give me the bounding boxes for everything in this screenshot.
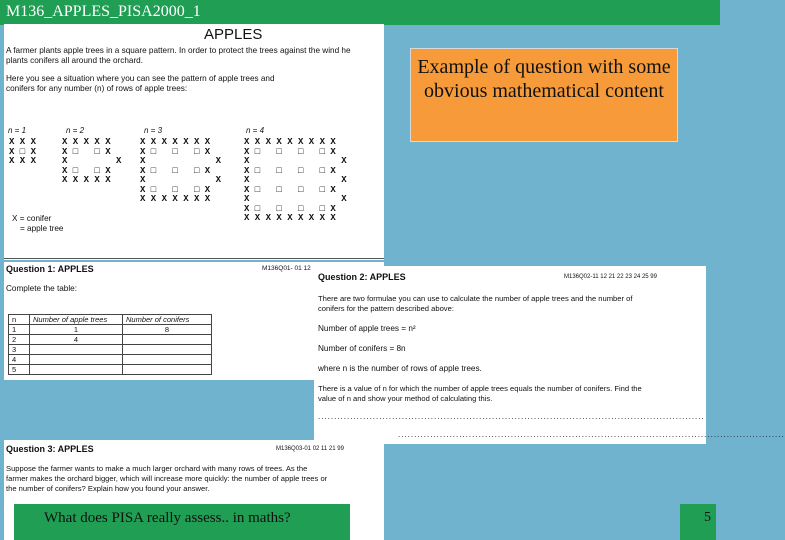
q1-instruction: Complete the table:	[6, 284, 78, 293]
q2-heading: Question 2: APPLES	[318, 272, 406, 282]
table-row	[9, 365, 212, 375]
q2-line-5: value of n and show your method of calculating this.	[318, 394, 493, 403]
q1-code: M136Q01- 01 12	[262, 265, 311, 272]
pattern-n1: X X X X □ X X X X	[9, 137, 37, 166]
cell-n: 1	[9, 325, 30, 335]
footer-text: What does PISA really assess.. in maths?	[44, 510, 291, 526]
q3-line-1: Suppose the farmer wants to make a much larger orchard with many rows of trees. As the	[6, 464, 308, 473]
cell-apple	[30, 345, 123, 355]
n-label-2: n = 2	[66, 126, 85, 135]
col-apple: Number of apple trees	[30, 315, 123, 325]
cell-conifer: 8	[123, 325, 212, 335]
cell-conifer	[123, 335, 212, 345]
cell-conifer	[123, 365, 212, 375]
answer-line-2: ........................................................................................................................	[398, 430, 785, 439]
q1-table	[8, 314, 212, 375]
legend-conifer: X = conifer	[12, 214, 52, 223]
q2-code: M136Q02-11 12 21 22 23 24 25 99	[564, 274, 657, 280]
table-row	[9, 335, 212, 345]
q3-heading: Question 3: APPLES	[6, 444, 94, 454]
intro-line-1: A farmer plants apple trees in a square pattern. In order to protect the trees against the wind he	[6, 46, 351, 55]
cell-n: 2	[9, 335, 30, 345]
cell-conifer	[123, 355, 212, 365]
cell-apple	[30, 365, 123, 375]
q2-formula-2: Number of conifers = 8n	[318, 344, 406, 353]
page-number-box	[680, 504, 716, 540]
callout-box: Example of question with some obvious mathematical content	[410, 48, 678, 142]
pattern-n2: X X X X X X □ □ X X X X □ □ X X X X X X	[62, 137, 122, 185]
n-label-4: n = 4	[246, 126, 265, 135]
cell-apple: 1	[30, 325, 123, 335]
intro-line-3: Here you see a situation where you can see the pattern of apple trees and	[6, 74, 275, 83]
table-row	[9, 355, 212, 365]
q2-formula-1: Number of apple trees = n²	[318, 324, 416, 333]
apples-heading: APPLES	[204, 26, 263, 43]
n-label-1: n = 1	[8, 126, 27, 135]
q2-line-2: conifers for the pattern described above:	[318, 304, 454, 313]
col-conifer: Number of conifers	[123, 315, 212, 325]
divider	[4, 258, 384, 259]
q2-line-3: where n is the number of rows of apple trees.	[318, 364, 482, 373]
q3-line-2: farmer makes the orchard bigger, which will increase more quickly: the number of apple trees or	[6, 474, 328, 483]
cell-apple: 4	[30, 335, 123, 345]
cell-conifer	[123, 345, 212, 355]
cell-n: 3	[9, 345, 30, 355]
question-2-panel	[314, 266, 785, 444]
cell-n: 5	[9, 365, 30, 375]
legend-apple: = apple tree	[20, 224, 64, 233]
apples-intro-panel	[4, 24, 384, 260]
q2-line-1: There are two formulae you can use to calculate the number of apple trees and the number of	[318, 294, 633, 303]
q3-line-3: the number of conifers? Explain how you found your answer.	[6, 484, 210, 493]
q1-heading: Question 1: APPLES	[6, 264, 94, 274]
cell-apple	[30, 355, 123, 365]
intro-line-2: plants conifers all around the orchard.	[6, 56, 143, 65]
q3-code: M136Q03-01 02 11 21 99	[276, 446, 344, 452]
cell-n: 4	[9, 355, 30, 365]
answer-line-1: ........................................................................................................................	[318, 412, 705, 421]
page-number: 5	[704, 510, 711, 525]
n-label-3: n = 3	[144, 126, 163, 135]
table-row	[9, 345, 212, 355]
q2-line-4: There is a value of n for which the number of apple trees equals the number of conifers. Find the	[318, 384, 642, 393]
intro-line-4: conifers for any number (n) of rows of apple trees:	[6, 84, 188, 93]
table-row	[9, 325, 212, 335]
slide-title: M136_APPLES_PISA2000_1	[6, 3, 201, 20]
pattern-n3: X X X X X X X X □ □ □ X X X X □ □ □ X X X X □ □ □ X X X X X X X X	[140, 137, 222, 204]
col-n: n	[9, 315, 30, 325]
pattern-n4: X X X X X X X X X X □ □ □ □ X X X X □ □ □ □ X X X X □ □ □ □ X X X X □ □ □ □ X X X X X X X X X X	[244, 137, 347, 223]
